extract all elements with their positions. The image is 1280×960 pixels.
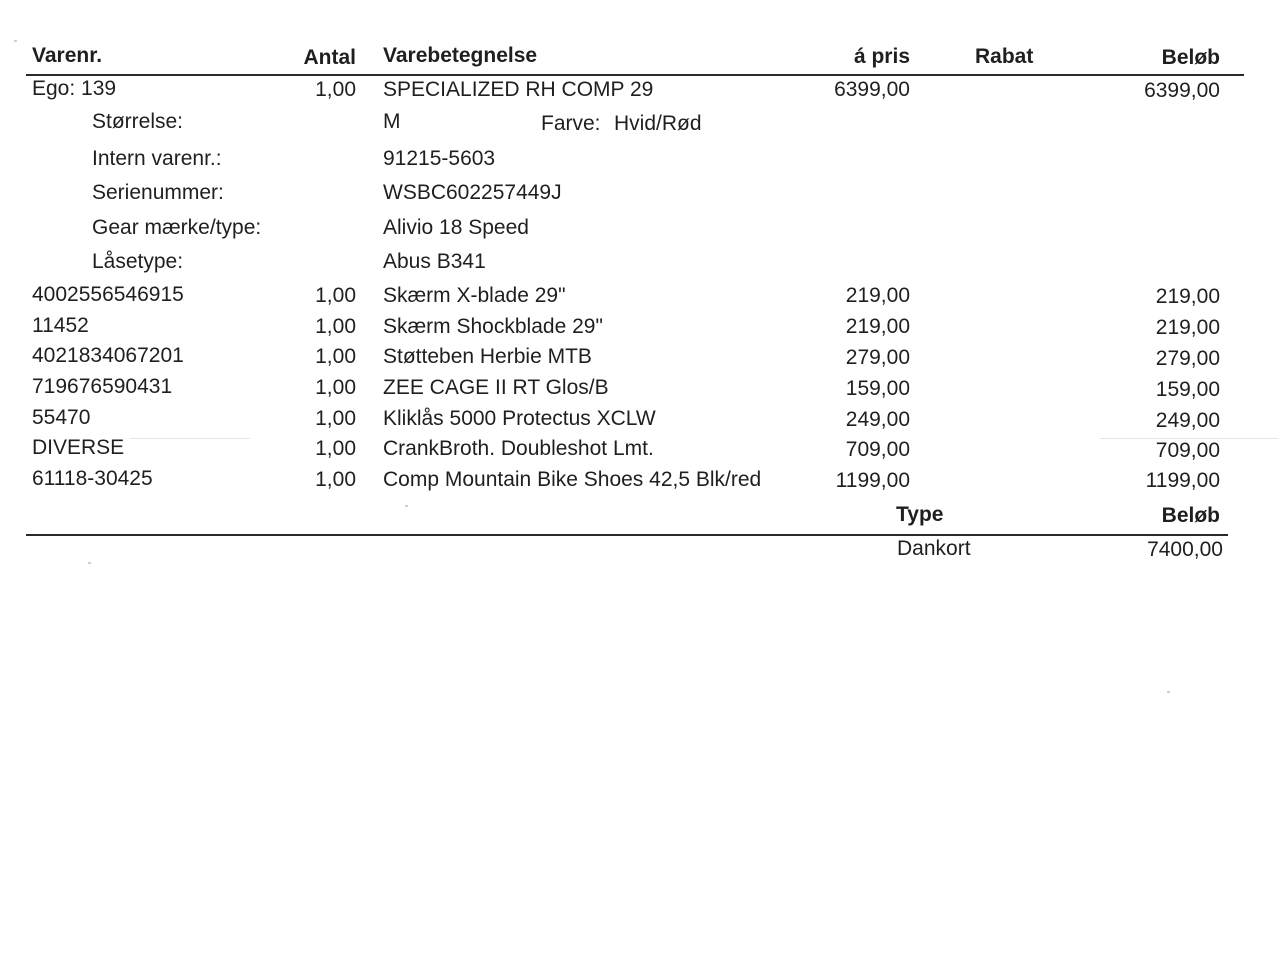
- row-belob: 709,00: [1155, 439, 1220, 462]
- row-antal: 1,00: [315, 345, 356, 368]
- row-varenr: 61118-30425: [32, 467, 153, 490]
- payment-belob-header: Beløb: [1161, 504, 1220, 527]
- row-belob: 159,00: [1155, 378, 1220, 401]
- row-desc: Comp Mountain Bike Shoes 42,5 Blk/red: [383, 468, 762, 491]
- scan-speck: [88, 562, 91, 564]
- header-varenr: Varenr.: [32, 44, 103, 67]
- row-antal: 1,00: [315, 437, 356, 460]
- farve-label: Farve:: [541, 112, 601, 135]
- scan-streak: [130, 438, 250, 439]
- row-pris: 159,00: [845, 377, 910, 400]
- main-antal: 1,00: [315, 78, 356, 101]
- row-desc: Kliklås 5000 Protectus XCLW: [383, 407, 656, 430]
- intern-varenr-label: Intern varenr.:: [92, 147, 222, 170]
- laasetype-value: Abus B341: [383, 250, 486, 273]
- row-antal: 1,00: [315, 468, 356, 491]
- serienummer-value: WSBC602257449J: [383, 181, 562, 204]
- row-desc: ZEE CAGE II RT Glos/B: [383, 376, 609, 399]
- row-varenr: 719676590431: [32, 375, 173, 398]
- row-pris: 279,00: [845, 346, 910, 369]
- header-belob: Beløb: [1161, 46, 1220, 69]
- payment-rule: [26, 534, 1228, 536]
- header-rabat: Rabat: [975, 45, 1034, 68]
- row-desc: Skærm Shockblade 29": [383, 315, 603, 338]
- row-varenr: 4021834067201: [32, 344, 184, 367]
- row-varenr: 55470: [32, 406, 91, 429]
- storrelse-value: M: [383, 110, 401, 133]
- row-varenr: DIVERSE: [32, 436, 125, 459]
- header-rule: [26, 74, 1244, 76]
- row-belob: 219,00: [1155, 285, 1220, 308]
- payment-type-header: Type: [896, 503, 944, 526]
- main-desc: SPECIALIZED RH COMP 29: [383, 78, 654, 101]
- intern-varenr-value: 91215-5603: [383, 147, 496, 170]
- row-belob: 279,00: [1155, 347, 1220, 370]
- main-pris: 6399,00: [834, 78, 910, 101]
- row-antal: 1,00: [315, 376, 356, 399]
- row-antal: 1,00: [315, 315, 356, 338]
- header-a-pris: á pris: [853, 45, 910, 68]
- main-varenr: Ego: 139: [32, 77, 117, 100]
- row-pris: 709,00: [845, 438, 910, 461]
- row-antal: 1,00: [315, 284, 356, 307]
- row-belob: 219,00: [1155, 316, 1220, 339]
- payment-type-value: Dankort: [897, 537, 971, 560]
- payment-amount: 7400,00: [1147, 538, 1223, 561]
- row-desc: Støtteben Herbie MTB: [383, 345, 592, 368]
- storrelse-label: Størrelse:: [92, 110, 184, 133]
- scan-speck: [1167, 691, 1170, 693]
- row-pris: 249,00: [845, 408, 910, 431]
- header-varebetegnelse: Varebetegnelse: [383, 44, 538, 67]
- row-desc: Skærm X-blade 29": [383, 284, 566, 307]
- main-belob: 6399,00: [1144, 79, 1220, 102]
- row-belob: 249,00: [1155, 409, 1220, 432]
- farve-value: Hvid/Rød: [614, 112, 702, 135]
- row-varenr: 4002556546915: [32, 283, 184, 306]
- serienummer-label: Serienummer:: [92, 181, 224, 204]
- scan-speck: [405, 505, 408, 507]
- scan-speck: [14, 40, 17, 42]
- header-antal: Antal: [303, 46, 356, 69]
- row-varenr: 11452: [32, 314, 89, 337]
- row-antal: 1,00: [315, 407, 356, 430]
- row-belob: 1199,00: [1145, 469, 1220, 492]
- gear-value: Alivio 18 Speed: [383, 216, 529, 239]
- row-desc: CrankBroth. Doubleshot Lmt.: [383, 437, 654, 460]
- gear-label: Gear mærke/type:: [92, 216, 262, 239]
- row-pris: 219,00: [845, 284, 910, 307]
- laasetype-label: Låsetype:: [92, 250, 184, 273]
- row-pris: 219,00: [845, 315, 910, 338]
- row-pris: 1199,00: [835, 469, 910, 492]
